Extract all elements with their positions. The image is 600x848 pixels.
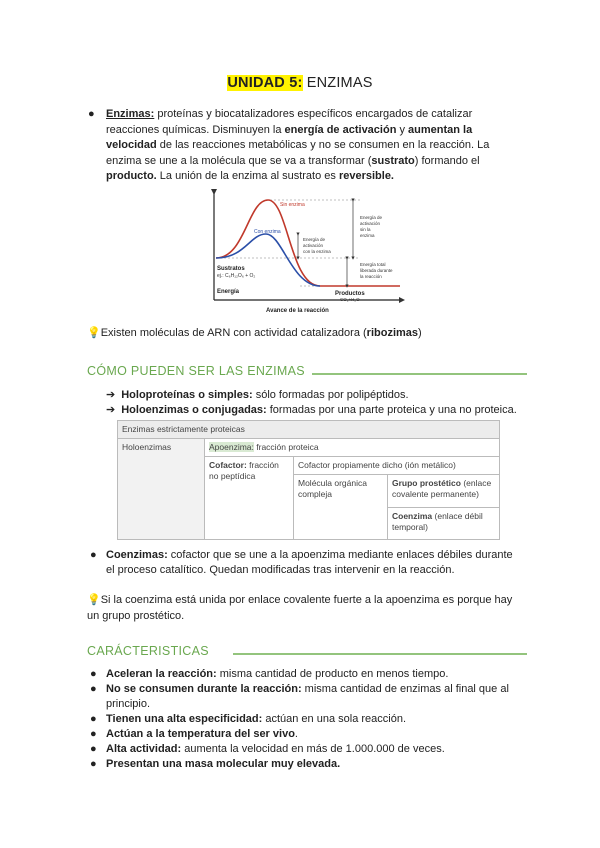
- intro-text-5: La unión de la enzima al sustrato es: [156, 170, 339, 182]
- table-row: [118, 421, 500, 439]
- intro-bullet: ●: [88, 108, 95, 120]
- list-item: [106, 388, 409, 403]
- energy-diagram: [210, 188, 410, 316]
- label-act-sin-2: activación: [360, 221, 381, 226]
- holoenzimas-cell: Holoenzimas: [118, 439, 205, 540]
- section-heading: CÓMO PUEDEN SER LAS ENZIMAS: [87, 364, 309, 378]
- table-row: [118, 439, 500, 457]
- intro-bold-3: sustrato: [371, 154, 415, 167]
- item-bold: No se consumen durante la reacción:: [106, 683, 302, 695]
- title-rest: ENZIMAS: [302, 75, 373, 91]
- bullet: ●: [90, 758, 97, 770]
- section-divider: [233, 653, 527, 655]
- item-bold: Presentan una masa molecular muy elevada.: [106, 758, 341, 770]
- item-text: actúan en una sola reacción.: [262, 713, 407, 725]
- intro-term: Enzimas:: [106, 108, 155, 120]
- table-header-cell: Enzimas estrictamente proteicas: [118, 421, 500, 439]
- label-sin-enzima: Sin enzima: [280, 202, 305, 208]
- tip1-text: Existen moléculas de ARN con actividad catalizadora (: [100, 327, 367, 339]
- intro-text-1: proteínas y biocatalizadores específicos encargados de catalizar reacciones químicas. Disminuyen la: [106, 108, 473, 136]
- bullet: ●: [90, 683, 97, 695]
- intro-text-4: ) formando el: [414, 154, 480, 167]
- bullet: ●: [90, 743, 97, 755]
- arrow-icon: ➔: [106, 404, 116, 416]
- bullet: ●: [90, 728, 97, 740]
- item-bold: Tienen una alta especificidad:: [106, 713, 263, 725]
- coenzima-cell: [388, 507, 500, 540]
- coenzimas-item: [90, 548, 516, 578]
- intro-bold-4: producto.: [106, 170, 157, 182]
- intro-bold-5: reversible.: [338, 170, 394, 182]
- grupo-term: Grupo prostético: [392, 478, 461, 488]
- enzyme-table: [117, 420, 500, 540]
- tip1-end: ): [418, 327, 422, 339]
- item-text: sólo formadas por polipéptidos.: [252, 389, 409, 401]
- coenzima-text: (enlace débil temporal): [392, 510, 483, 532]
- list-item: [90, 712, 526, 727]
- grupo-text: (enlace covalente permanente): [392, 478, 492, 499]
- label-act-sin-1: Energía de: [360, 215, 383, 220]
- lightbulb-icon: 💡: [87, 327, 101, 339]
- intro-bold-1: energía de activación: [284, 123, 397, 136]
- label-productos: Productos: [335, 291, 365, 297]
- list-item: [90, 667, 526, 682]
- section-heading: CARÁCTERISTICAS: [87, 644, 213, 658]
- list-item: [90, 727, 526, 742]
- cofactor-cell: [205, 457, 294, 540]
- bullet: ●: [90, 668, 97, 680]
- cofactor-term: Cofactor:: [209, 460, 247, 470]
- label-act-con-1: Energía de: [303, 237, 326, 242]
- label-act-sin-3: sin la: [360, 227, 371, 232]
- section-caracteristicas: [87, 644, 527, 664]
- arrow-icon: ➔: [106, 389, 116, 401]
- item-bold: Holoenzimas o conjugadas:: [121, 404, 267, 416]
- intro-text-3: de las reacciones metabólicas y no se consumen en la reacción. La enzima se une a la molécula que se va a transformar (: [106, 139, 490, 167]
- list-item: [90, 742, 526, 757]
- item-bold: Coenzimas:: [106, 549, 168, 561]
- item-text: misma cantidad de enzimas al final que al principio.: [106, 683, 509, 710]
- item-text: .: [294, 728, 298, 740]
- label-con-enzima: Con enzima: [254, 229, 281, 235]
- lightbulb-icon: 💡: [87, 594, 101, 606]
- label-total-1: Energía total: [360, 262, 386, 267]
- page-title: [0, 75, 600, 91]
- apoenzima-text: fracción proteica: [253, 442, 319, 452]
- label-total-2: liberada durante: [360, 268, 393, 273]
- item-bold: Holoproteínas o simples:: [121, 389, 253, 401]
- label-sustratos: Sustratos: [217, 266, 245, 272]
- label-energia-axis: Energía: [217, 289, 240, 295]
- label-avance-axis: Avance de la reacción: [266, 308, 329, 314]
- label-productos-formula: CO₂+H₂O: [340, 297, 360, 302]
- intro-paragraph: [106, 107, 526, 185]
- label-act-con-3: con la enzima: [303, 249, 331, 254]
- list-item: [106, 403, 517, 418]
- section-tipos: [87, 364, 527, 384]
- label-sustratos-formula: ej.: C₆H₁₂O₆ + O₂: [217, 273, 256, 279]
- coenzima-term: Coenzima: [392, 510, 433, 521]
- apoenzima-cell: [205, 439, 500, 457]
- item-text: aumenta la velocidad en más de 1.000.000 de veces.: [181, 743, 445, 755]
- intro-text-2: y: [396, 123, 409, 136]
- label-act-con-2: activación: [303, 243, 324, 248]
- item-text: formadas por una parte proteica y una no proteica.: [266, 404, 517, 416]
- bullet: ●: [90, 713, 97, 725]
- cofactor-dicho-cell: Cofactor propiamente dicho (ión metálico): [294, 457, 500, 475]
- item-bold: Alta actividad:: [106, 743, 182, 755]
- tip-ribozimas: [87, 326, 527, 342]
- item-bold: Actúan a la temperatura del ser vivo: [106, 728, 295, 740]
- label-act-sin-4: enzima: [360, 233, 375, 238]
- tip-grupo-prostetico: [87, 593, 517, 624]
- item-text: cofactor que se une a la apoenzima mediante enlaces débiles durante el proceso catalítico. Quedan modificadas tras intervenir en la reacción.: [106, 549, 513, 576]
- section-divider: [312, 373, 527, 375]
- tip2-text: Si la coenzima está unida por enlace covalente fuerte a la apoenzima es porque hay un grupo prostético.: [87, 594, 513, 622]
- bullet: ●: [90, 549, 97, 561]
- tip1-bold: ribozimas: [366, 327, 419, 339]
- item-text: misma cantidad de producto en menos tiempo.: [216, 668, 449, 680]
- label-total-3: la reacción: [360, 274, 382, 279]
- title-highlight: UNIDAD 5:: [227, 75, 303, 91]
- grupo-prostetico-cell: [388, 475, 500, 508]
- apoenzima-term: Apoenzima:: [209, 442, 254, 452]
- list-item: [90, 682, 521, 712]
- molecula-organica-cell: Molécula orgánica compleja: [294, 475, 388, 540]
- intro-bold-2: aumentan la velocidad: [106, 123, 473, 151]
- item-bold: Aceleran la reacción:: [106, 668, 217, 680]
- cofactor-text: fracción no peptídica: [209, 460, 279, 481]
- list-item: [90, 757, 526, 772]
